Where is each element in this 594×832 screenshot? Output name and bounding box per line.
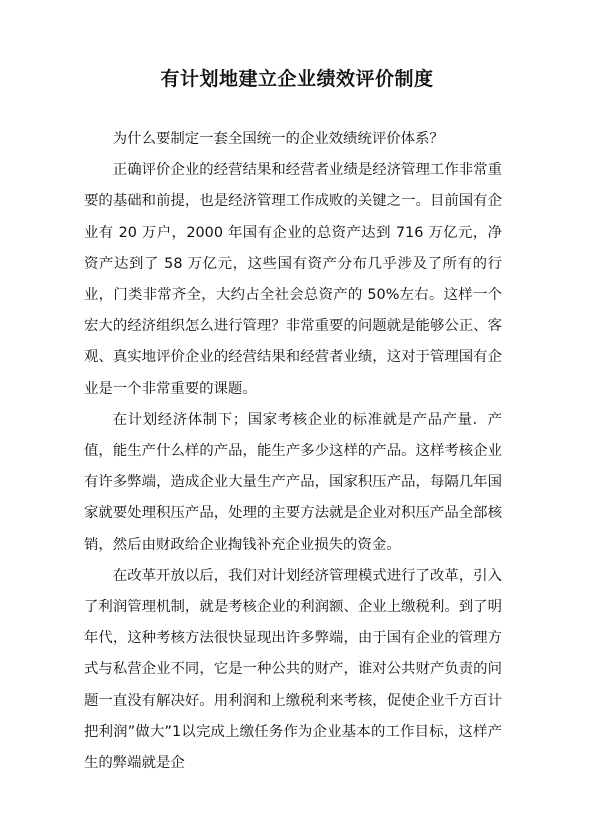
document-body <box>84 124 502 779</box>
paragraph-planned-economy: 在计划经济体制下；国家考核企业的标准就是产品产量．产值，能生产什么样的产品，能生产多少这样的产品。这样考核企业有许多弊端，造成企业大量生产产品，国家积压产品，每隔几年国家就要处理积压产品，处理的主要方法就是企业对积压产品全部核销，然后由财政给企业掏钱补充企业损失的资金。 <box>84 411 502 553</box>
paragraph-question: 为什么要制定一套全国统一的企业效绩统评价体系？ <box>112 131 444 147</box>
paragraph-importance: 正确评价企业的经营结果和经营者业绩是经济管理工作非常重要的基础和前提，也是经济管理工作成败的关键之一。目前国有企业有 20 万户，2000 年国有企业的总资产达到 716 万亿元，净资产达到了 58 万亿元，这些国有资产分布几乎涉及了所有的行业，门类非常齐全，大约占全社会总资产的 50%左右。这样一个宏大的经济组织怎么进行管理？非常重要的问题就是能够公正、客观、真实地评价企业的经营结果和经营者业绩，这对于管理国有企业是一个非常重要的课题。 <box>84 162 502 397</box>
paragraph-reform: 在改革开放以后，我们对计划经济管理模式进行了改革，引入了利润管理机制，就是考核企业的利润额、企业上缴税利。到了明年代，这种考核方法很快显现出许多弊端，由于国有企业的管理方式与私营企业不同，它是一种公共的财产，谁对公共财产负责的问题一直没有解决好。用利润和上缴税利来考核，促使企业千方百计把利润”做大”1以完成上缴任务作为企业基本的工作目标，这样产生的弊端就是企 <box>84 567 502 772</box>
document-title: 有计划地建立企业绩效评价制度 <box>160 68 434 90</box>
